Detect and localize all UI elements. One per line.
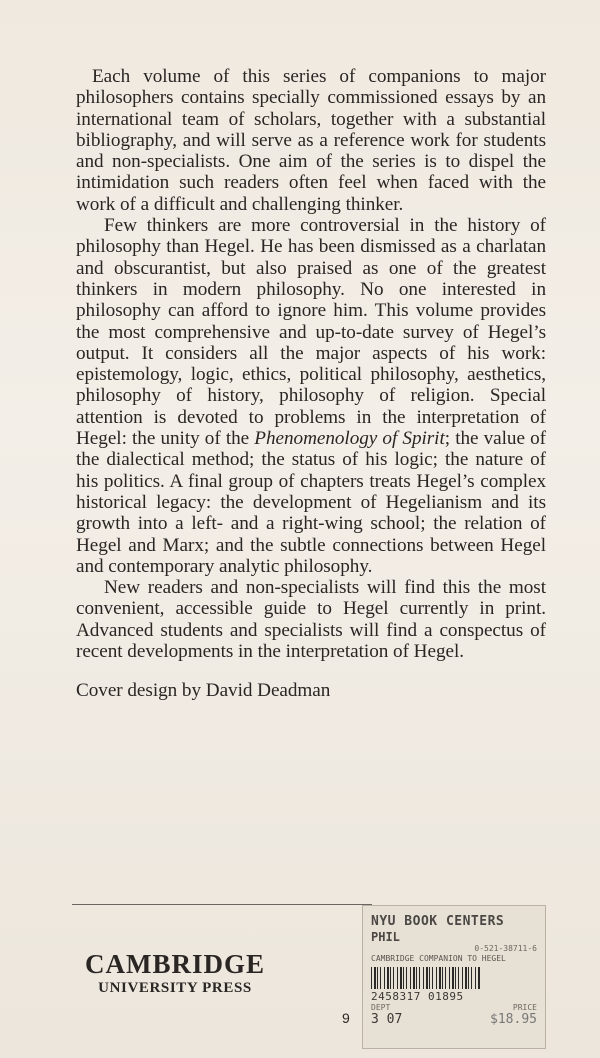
book-title-italic: Phenomenology of Spirit	[254, 428, 445, 450]
sticker-isbn: 0-521-38711-6	[474, 944, 537, 953]
blurb-paragraph-2-part-b: ; the value of the dialectical method; the status of his logic; the nature of his politics. A final group of chapters treats Hegel’s complex historical legacy: the development of Hegelianism and its growth into a left- and a right-wing school; the relation of Hegel and Marx; and the subtle connections between Hegel and contemporary analytic philosophy.	[76, 428, 546, 577]
publisher-logo	[70, 950, 280, 998]
sticker-price-value: $18.95	[490, 1012, 537, 1027]
barcode-graphic	[371, 967, 481, 989]
publisher-press: UNIVERSITY PRESS	[98, 980, 252, 996]
sticker-book-title: CAMBRIDGE COMPANION TO HEGEL	[371, 954, 506, 963]
sticker-dept-value: 3 07	[371, 1012, 403, 1027]
blurb-paragraph-3: New readers and non-specialists will find this the most convenient, accessible guide to Hegel currently in print. Advanced students and specialists will find a conspectus of recent developments in the interpretation of Hegel.	[76, 577, 546, 663]
sticker-price-label: PRICE	[512, 1003, 537, 1012]
cover-design-credit: Cover design by David Deadman	[76, 680, 331, 702]
blurb-paragraph-2	[76, 215, 546, 577]
price-sticker	[362, 905, 546, 1049]
page-number: 9	[342, 1010, 350, 1026]
sticker-store-name: NYU BOOK CENTERS	[371, 914, 505, 929]
blurb-paragraph-1: Each volume of this series of companions to major philosophers contains specially commissioned essays by an international team of scholars, together with a substantial bibliography, and will serve as a reference work for students and non-specialists. One aim of the series is to dispel the intimidation such readers often feel when faced with the work of a difficult and challenging thinker.	[76, 66, 546, 215]
divider-rule	[72, 904, 372, 905]
blurb-text	[76, 66, 546, 702]
sticker-department: PHIL	[371, 930, 400, 944]
sticker-dept-label: DEPT	[371, 1003, 391, 1012]
blurb-paragraph-2-part-a: Few thinkers are more controversial in the history of philosophy than Hegel. He has been dismissed as a charlatan and obscurantist, but also praised as one of the greatest thinkers in modern philosophy. No one interested in philosophy can afford to ignore him. This volume provides the most comprehensive and up-to-date survey of Hegel’s output. It considers all the major aspects of his work: epistemology, logic, ethics, political philosophy, aesthetics, philosophy of history, philosophy of religion. Special attention is devoted to problems in the interpretation of Hegel: the unity of the	[76, 215, 546, 450]
sticker-barcode-number: 2458317 01895	[371, 990, 464, 1003]
publisher-name: CAMBRIDGE	[84, 949, 265, 979]
